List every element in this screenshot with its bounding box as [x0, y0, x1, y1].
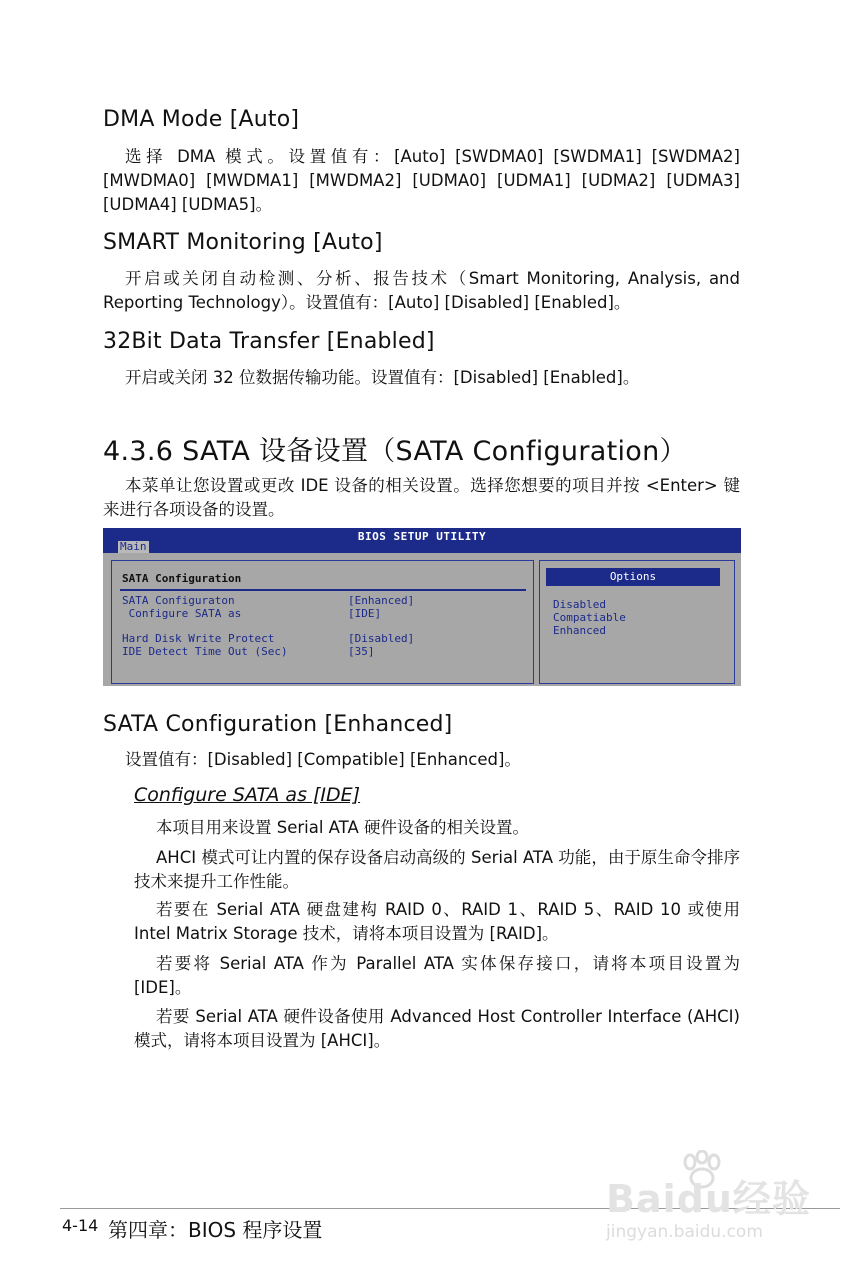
bios-tab-main[interactable]: Main — [120, 540, 147, 553]
sata-configuration-heading: SATA Configuration [Enhanced] — [103, 712, 453, 737]
bios-row-value[interactable]: [Disabled] — [348, 632, 415, 645]
watermark-brand: Baidu经验 — [606, 1177, 811, 1221]
page-number: 4-14 — [62, 1216, 99, 1235]
configure-sata-paragraph: 若要将 Serial ATA 作为 Parallel ATA 实体保存接口，请将本项目设置为 [IDE]。 — [134, 954, 740, 997]
32bit-transfer-description: 开启或关闭 32 位数据传输功能。设置值有：[Disabled] [Enabled]。 — [125, 368, 640, 387]
sata-section-intro: 本菜单让您设置或更改 IDE 设备的相关设置。选择您想要的项目并按 <Enter> 键来进行各项设备的设置。 — [103, 476, 740, 519]
bios-option-item[interactable]: Disabled — [553, 598, 606, 611]
bios-row-label[interactable]: IDE Detect Time Out (Sec) — [122, 645, 288, 658]
bios-option-item[interactable]: Compatiable — [553, 611, 626, 624]
bios-panel-heading: SATA Configuration — [122, 572, 242, 585]
bios-settings-panel — [111, 560, 534, 684]
bios-screenshot — [103, 528, 741, 686]
sata-section-title: 4.3.6 SATA 设备设置（SATA Configuration） — [103, 436, 687, 467]
dma-mode-description: 选择 DMA 模式。设置值有：[Auto] [SWDMA0] [SWDMA1] [SWDMA2] [MWDMA0] [MWDMA1] [MWDMA2] [UDMA0] [UDMA1] [UDMA2] [UDMA3] [UDMA4] [UDMA5]。 — [103, 147, 740, 214]
bios-heading-divider — [120, 589, 526, 591]
bios-row-value[interactable]: [IDE] — [348, 607, 382, 620]
bios-options-panel — [539, 560, 735, 684]
configure-sata-heading: Configure SATA as [IDE] — [134, 784, 361, 806]
bios-title: BIOS SETUP UTILITY — [357, 530, 487, 543]
bios-row-label[interactable]: SATA Configuraton — [122, 594, 235, 607]
bios-row-label[interactable]: Hard Disk Write Protect — [122, 632, 275, 645]
smart-monitoring-heading: SMART Monitoring [Auto] — [103, 230, 383, 255]
configure-sata-paragraph: AHCI 模式可让内置的保存设备启动高级的 Serial ATA 功能，由于原生命令排序技术来提升工作性能。 — [134, 848, 740, 891]
bios-option-item[interactable]: Enhanced — [553, 624, 606, 637]
configure-sata-paragraph: 若要在 Serial ATA 硬盘建构 RAID 0、RAID 1、RAID 5、RAID 10 或使用 Intel Matrix Storage 技术，请将本项目设置为 [RAID]。 — [134, 900, 740, 943]
sata-configuration-values: 设置值有：[Disabled] [Compatible] [Enhanced]。 — [125, 750, 521, 769]
chapter-title: 第四章：BIOS 程序设置 — [108, 1218, 323, 1242]
configure-sata-paragraph: 本项目用来设置 Serial ATA 硬件设备的相关设置。 — [156, 818, 530, 837]
bios-row-value[interactable]: [Enhanced] — [348, 594, 415, 607]
bios-row-label[interactable]: Configure SATA as — [122, 607, 242, 620]
bios-row-value[interactable]: [35] — [348, 645, 375, 658]
configure-sata-paragraph: 若要 Serial ATA 硬件设备使用 Advanced Host Controller Interface (AHCI) 模式，请将本项目设置为 [AHCI]。 — [134, 1007, 740, 1050]
32bit-transfer-heading: 32Bit Data Transfer [Enabled] — [103, 329, 435, 354]
watermark-url: jingyan.baidu.com — [606, 1222, 763, 1242]
bios-title-bar — [103, 528, 741, 553]
bios-options-header: Options — [546, 568, 720, 586]
smart-monitoring-description: 开启或关闭自动检测、分析、报告技术（Smart Monitoring, Analysis, and Reporting Technology）。设置值有：[Auto] [Disabled] [Enabled]。 — [103, 269, 740, 312]
dma-mode-heading: DMA Mode [Auto] — [103, 107, 300, 132]
